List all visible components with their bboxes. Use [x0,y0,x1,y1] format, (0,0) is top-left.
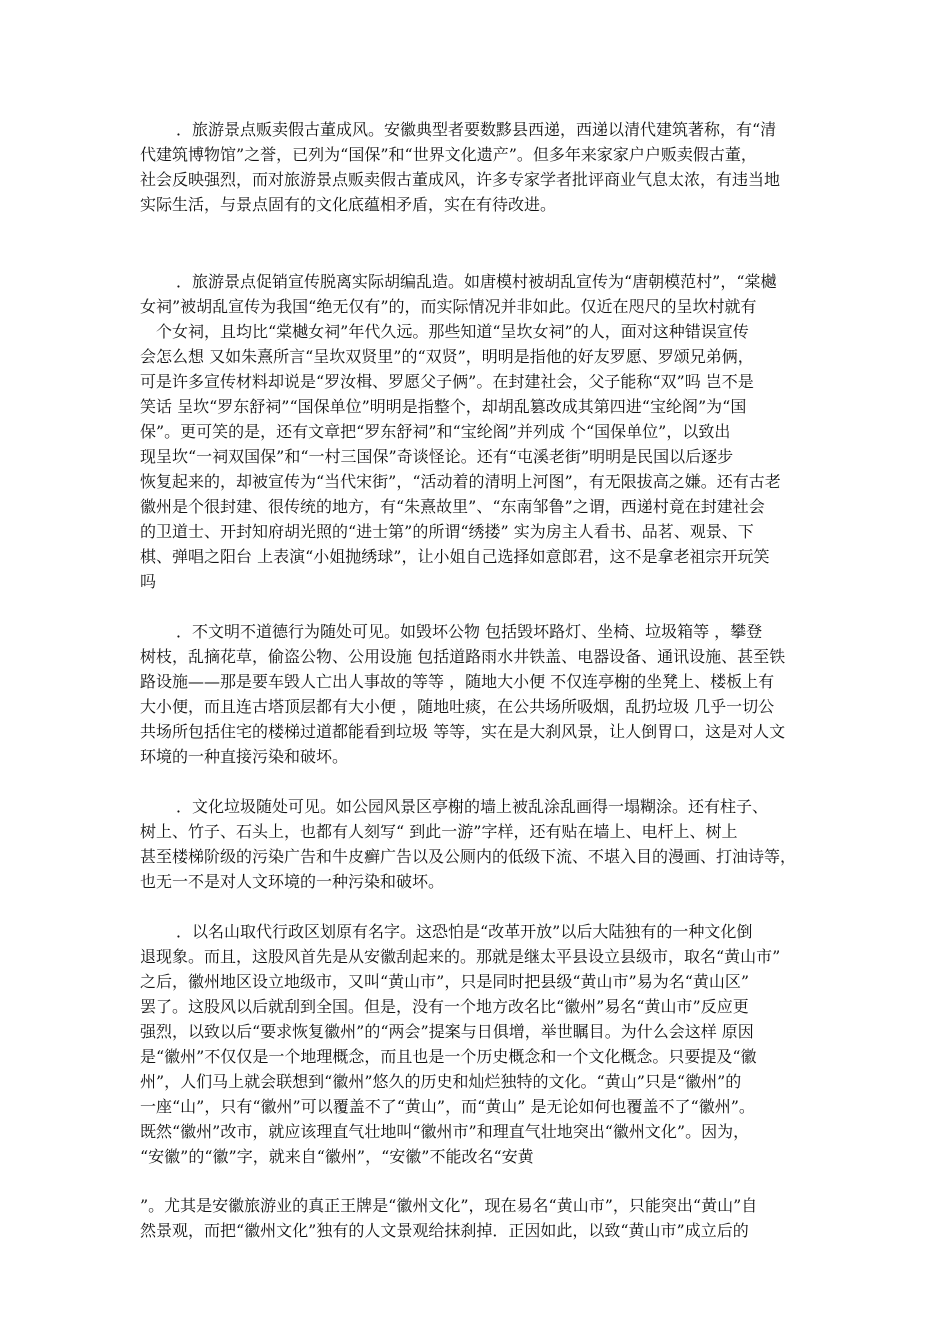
text-line: 环境的一种直接污染和破坏。 [140,747,349,766]
text-line: 既然“徽州”改市，就应该理直气壮地叫“徽州市”和理直气壮地突出“徽州文化”。因为， [140,1122,750,1141]
text-line: 徽州是个很封建、很传统的地方，有“朱熹故里”、“东南邹鲁”之谓，西递村竟在封建社会 [140,497,765,516]
text-line: 的卫道士、开封知府胡光照的“进士第”的所谓“绣搂” 实为房主人看书、品茗、观景、下 [140,522,754,541]
text-line: ．不文明不道德行为随处可见。如毁坏公物 包括毁坏路灯、坐椅、垃圾箱等 ，攀登 [176,622,763,641]
text-line: 路设施——那是要车毁人亡出人事故的等等 ，随地大小便 不仅连亭榭的坐凳上、楼板上有 [140,672,775,691]
text-line: 罢了。这股风以后就刮到全国。但是，没有一个地方改名比“徽州”易名“黄山市”反应更 [140,997,749,1016]
text-line: 可是许多宣传材料却说是“罗汝楫、罗愿父子俩”。在封建社会，父子能称“双”吗 岂不是 [140,372,754,391]
text-line: 退现象。而且，这股风首先是从安徽刮起来的。那就是继太平县设立县级市，取名“黄山市” [140,947,781,966]
text-line: 大小便，而且连古塔顶层都有大小便 ，随地吐痰，在公共场所吸烟，乱扔垃圾 几乎一切公 [140,697,775,716]
text-line: 州”，人们马上就会联想到“徽州”悠久的历史和灿烂独特的文化。“黄山”只是“徽州”的 [140,1072,742,1091]
text-line: 现呈坎“一祠双国保”和“一村三国保”奇谈怪论。还有“屯溪老街”明明是民国以后逐步 [140,447,734,466]
text-line: ”。尤其是安徽旅游业的真正王牌是“徽州文化”，现在易名“黄山市”，只能突出“黄山”自 [140,1196,758,1215]
text-line: ．旅游景点贩卖假古董成风。安徽典型者要数黟县西递，西递以清代建筑著称，有“清 [176,120,777,139]
text-line: ．文化垃圾随处可见。如公园风景区亭榭的墙上被乱涂乱画得一塌糊涂。还有柱子、 [176,797,769,816]
text-line: 笑话 呈坎“罗东舒祠”“国保单位”明明是指整个，却胡乱篡改成其第四进“宝纶阁”为“国 [140,397,747,416]
text-line: “安徽”的“徽”字，就来自“徽州”，“安徽”不能改名“安黄 [140,1147,534,1166]
text-line: 树枝，乱摘花草，偷盗公物、公用设施 包括道路雨水井铁盖、电器设备、通讯设施、甚至铁 [140,647,786,666]
text-line: 实际生活，与景点固有的文化底蕴相矛盾，实在有待改进。 [140,195,557,214]
text-line: 代建筑博物馆”之誉，已列为“国保”和“世界文化遗产”。但多年来家家户户贩卖假古董， [140,145,757,164]
text-line: 树上、竹子、石头上，也都有人刻写“ 到此一游”字样，还有贴在墙上、电杆上、树上 [140,822,738,841]
text-line: 然景观，而把“徽州文化”独有的人文景观给抹刹掉．正因如此，以致“黄山市”成立后的 [140,1221,749,1240]
text-line: 女祠”被胡乱宣传为我国“绝无仅有”的，而实际情况并非如此。仅近在咫尺的呈坎村就有 [140,297,757,316]
text-line: 吗 [140,572,157,591]
text-line: 甚至楼梯阶级的污染广告和牛皮癣广告以及公厕内的低级下流、不堪入目的漫画、打油诗等， [140,847,797,866]
text-line: 棋、弹唱之阳台 上表演“小姐抛绣球”，让小姐自己选择如意郎君，这不是拿老祖宗开玩笑 [140,547,770,566]
text-line: 也无一不是对人文环境的一种污染和破坏。 [140,872,445,891]
text-line: ．旅游景点促销宣传脱离实际胡编乱造。如唐模村被胡乱宣传为“唐朝模范村”，“棠樾 [176,272,777,291]
text-line: 之后，徽州地区设立地级市，又叫“黄山市”，只是同时把县级“黄山市”易为名“黄山区” [140,972,750,991]
text-line: 共场所包括住宅的楼梯过道都能看到垃圾 等等，实在是大刹风景，让人倒胃口，这是对人文 [140,722,786,741]
text-line: 会怎么想 又如朱熹所言“呈坎双贤里”的“双贤”，明明是指他的好友罗愿、罗颂兄弟俩， [140,347,754,366]
text-line: 强烈，以致以后“要求恢复徽州”的“两会”提案与日俱增，举世瞩目。为什么会这样 原因 [140,1022,754,1041]
text-line: 保”。更可笑的是，还有文章把“罗东舒祠”和“宝纶阁”并列成 个“国保单位”，以致出 [140,422,731,441]
text-line: 是“徽州”不仅仅是一个地理概念，而且也是一个历史概念和一个文化概念。只要提及“徽 [140,1047,757,1066]
text-line: 社会反映强烈，而对旅游景点贩卖假古董成风，许多专家学者批评商业气息太浓，有违当地 [140,170,781,189]
text-line: 一座“山”，只有“徽州”可以覆盖不了“黄山”，而“黄山” 是无论如何也覆盖不了“徽州”。 [140,1097,755,1116]
text-line: ．以名山取代行政区划原有名字。这恐怕是“改革开放”以后大陆独有的一种文化倒 [176,922,753,941]
text-line: 恢复起来的，却被宣传为“当代宋街”，“活动着的清明上河图”，有无限拔高之嫌。还有古老 [140,472,781,491]
text-line: 个女祠，且均比“棠樾女祠”年代久远。那些知道“呈坎女祠”的人，面对这种错误宣传 [156,322,749,341]
